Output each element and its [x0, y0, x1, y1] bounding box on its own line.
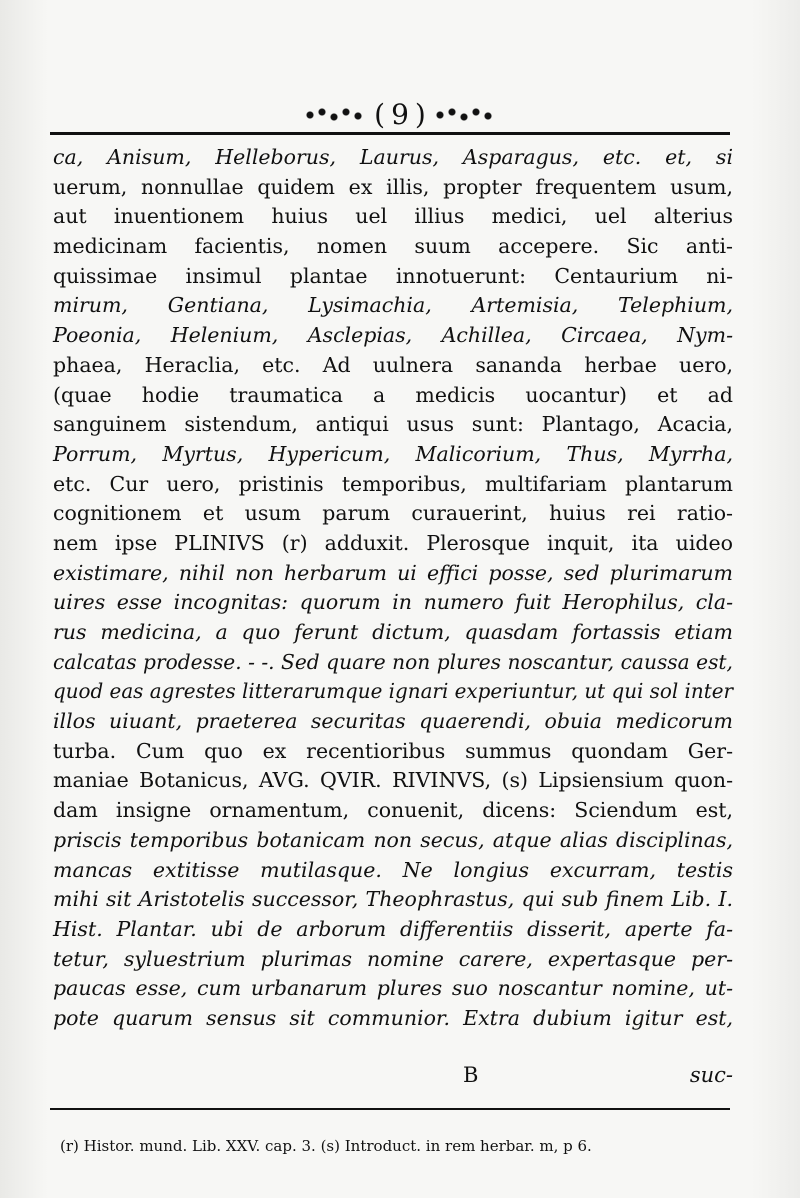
text-line: mihi sit Aristotelis successor, Theophrastus, qui sub finem Lib. I.: [53, 887, 733, 912]
right-ornament-icon: [432, 106, 498, 124]
footnote: (r) Histor. mund. Lib. XXV. cap. 3. (s) Introduct. in rem herbar. m, p 6.: [60, 1137, 592, 1155]
header-open-paren: (: [374, 98, 386, 131]
text-line: Poeonia, Helenium, Asclepias, Achillea, Circaea, Nym-: [53, 323, 733, 348]
main-text: [53, 143, 733, 1034]
text-line: ca, Anisum, Helleborus, Laurus, Asparagus, etc. et, si: [53, 145, 733, 169]
text-line: dam insigne ornamentum, conuenit, dicens: Sciendum est,: [53, 798, 733, 823]
text-line: pote quarum sensus sit communior. Extra dubium igitur est,: [53, 1005, 733, 1030]
text-line: (quae hodie traumatica a medicis uocantur) et ad: [53, 382, 733, 407]
text-line: etc. Cur uero, pristinis temporibus, multifariam plantarum: [53, 471, 733, 496]
text-line: sanguinem sistendum, antiqui usus sunt: Plantago, Acacia,: [53, 412, 733, 437]
text-line: medicinam facientis, nomen suum accepere. Sic anti-: [53, 234, 733, 259]
text-line: cognitionem et usum parum curauerint, huius rei ratio-: [53, 501, 733, 526]
text-line: quod eas agrestes litterarumque ignari experiuntur, ut qui sol inter: [53, 679, 733, 704]
header-close-paren: ): [414, 98, 426, 131]
text-line: existimare, nihil non herbarum ui effici posse, sed plurimarum: [53, 560, 733, 585]
text-line: tetur, syluestrium plurimas nomine carere, expertasque per-: [53, 946, 733, 971]
page-header: [0, 98, 800, 131]
text-line: calcatas prodesse. - -. Sed quare non plures noscantur, caussa est,: [53, 649, 733, 674]
text-line: Hist. Plantar. ubi de arborum differentiis disserit, aperte fa-: [53, 916, 733, 941]
text-line: rus medicina, a quo ferunt dictum, quasdam fortassis etiam: [53, 620, 733, 644]
text-line: phaea, Heraclia, etc. Ad uulnera sananda herbae uero,: [53, 352, 733, 377]
header-rule: [50, 132, 730, 135]
text-line: quissimae insimul plantae innotuerunt: Centaurium ni-: [53, 263, 733, 288]
text-line: Porrum, Myrtus, Hypericum, Malicorium, Thus, Myrrha,: [53, 441, 733, 466]
text-line: mancas extitisse mutilasque. Ne longius excurram, testis: [53, 857, 733, 882]
text-line: priscis temporibus botanicam non secus, atque alias disciplinas,: [53, 827, 733, 852]
text-line: maniae Botanicus, AVG. QVIR. RIVINVS, (s) Lipsiensium quon-: [53, 768, 733, 793]
text-line: uerum, nonnullae quidem ex illis, propter frequentem usum,: [53, 174, 733, 199]
signature-mark: B: [463, 1063, 479, 1087]
text-line: nem ipse PLINIVS (r) adduxit. Plerosque inquit, ita uideo: [53, 530, 733, 555]
catchword: suc-: [689, 1063, 733, 1087]
text-line: uires esse incognitas: quorum in numero fuit Herophilus, cla-: [53, 590, 733, 615]
page-number: 9: [391, 98, 409, 131]
text-line: mirum, Gentiana, Lysimachia, Artemisia, Telephium,: [53, 293, 733, 318]
left-ornament-icon: [302, 106, 368, 124]
text-line: paucas esse, cum urbanarum plures suo noscantur nomine, ut-: [53, 976, 733, 1001]
text-line: aut inuentionem huius uel illius medici, uel alterius: [53, 204, 733, 229]
footnote-rule: [50, 1108, 730, 1110]
text-line: turba. Cum quo ex recentioribus summus quondam Ger-: [53, 738, 733, 763]
text-line: illos uiuant, praeterea securitas quaerendi, obuia medicorum: [53, 709, 733, 734]
